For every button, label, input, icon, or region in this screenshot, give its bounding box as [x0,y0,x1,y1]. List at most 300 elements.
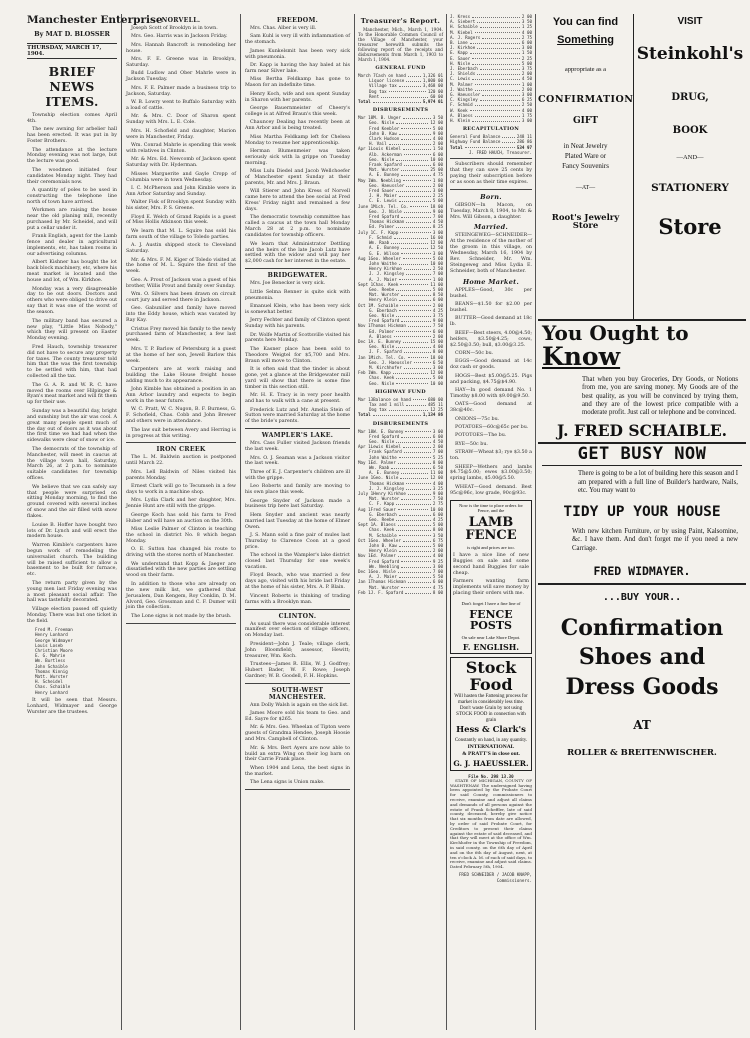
ledger-amount: 3 00 [432,229,443,235]
leader-dots [413,397,426,401]
ledger-cell: A. Siebert [450,19,476,25]
ledger-amount: 680 00 [427,396,443,402]
married-notice: STEINGEWEG—SCHNEIDER—At the residence of the mother of the groom in this village, on Wednesday, March 16, 1904 by Rev. Schneider, Mr. Wm. Steingeweg and Miss Lydia E. Schneider, both of Manchester. [450,233,532,274]
leader-dots [403,178,431,182]
leader-dots [404,365,431,369]
ledger-amount: 3 50 [432,115,443,121]
section-item: Carpenters are at work raising and building the Lake House freight house adding much to its appearance. [126,367,236,384]
ledger-amount: 8 00 [432,349,443,355]
ledger-cell: J. Kirkhoe [450,45,476,51]
leader-dots [401,585,431,589]
leader-dots [401,496,431,500]
general-disbursements [358,115,443,386]
column-rule [354,14,355,1030]
section-item: Mr. & Mrs. Ed. Newcomb of Jackson spent Saturday with Dr. Hyderman. [126,157,236,169]
ad-row-top [538,14,746,321]
market-item: BEANS—$1.50 for $2.00 per bushel. [450,302,532,313]
leader-dots [482,92,520,96]
election-entry: Henry Lonhard [35,632,68,638]
ledger-cell: Wm. Neebling [369,563,400,569]
news-item: Workmen are raising the house near the old planing mill, recently purchased by Mr. Scheidel, and will put a cellar under it. [27,208,117,231]
leader-dots [389,407,429,411]
leader-dots [398,569,431,573]
receipts-total: 5,974 01 [422,99,443,105]
section-item: Budd Ludlow and Ober Mahrle were in Jackson Tuesday. [126,71,236,83]
news-item: The democrats of the township of Manchester, will meet in caucus at the village town hall, Saturday, March 26, at 2 p.m. to nominate suitable candidates for township offices. [27,446,117,482]
column-recap-ads [450,14,532,1030]
ledger-cell: May 1 [358,177,371,183]
dress-goods: Dress Goods [565,673,719,700]
ledger-amount: 3 00 [432,563,443,569]
ledger-cell: Village tax [369,83,397,89]
ledger-amount: 1 25 [521,24,532,30]
gift-headline: GIFT [573,116,598,127]
section-item: Geo. Gabunilier and family have moved into the Eddy house, which was vacated by Ray Kay. [126,306,236,324]
leader-dots [401,214,431,218]
ledger-amount: 286 86 [516,139,532,145]
leader-dots [401,434,431,438]
market-item: OATS—Good demand at 38c@40c. [450,402,532,414]
leader-dots [472,14,520,18]
masthead-title: Manchester Enterprise [27,14,163,26]
column-rule [446,14,447,1030]
ledger-amount: 1 50 [521,50,532,56]
confirmation-gift-ad [538,14,634,319]
ledger-amount: 2 00 [432,141,443,147]
section-item: George Bauernmeister of Cheery's college is at Alfred Braun's this week. [245,105,350,117]
ledger-cell: Fred Spafard [369,214,400,220]
leader-dots [399,512,431,516]
ledger-cell: Geo. Nisle [369,439,395,444]
ledger-cell: C. F. Kapp [369,501,395,507]
leader-dots [391,465,431,469]
market-item: ONIONS—75c bu. [455,416,500,422]
ledger-amount: 5 00 [432,375,443,381]
news-item: Village election passed off quietly Monday. There was but one ticket in the field. [27,606,117,624]
ledger-cell [358,381,369,386]
section-item: When 1904 and Lena, the best signs in the market. [245,765,350,777]
confirmation-headline: CONFIRMATION [538,94,634,106]
section-item: Mr. & Mrs. C. Door of Sharon spent Sunday with Mrs. L. E. Cole. [126,114,236,126]
masthead [27,14,163,40]
tidy-up-house: TIDY UP YOUR HOUSE [563,503,721,520]
ledger-cell: Aug 1 [358,255,371,261]
leader-dots [400,282,428,286]
ledger-amount: 9 00 [432,208,443,214]
election-entry: George Widmayer [35,637,73,643]
leader-dots [480,97,520,101]
news-item: The return party given by the young men last Friday evening was a most pleasant social affair. The hall was tastefully decorated. [27,580,117,604]
widmayer-body: There is going to be a lot of building here this season and I am prepared with a full line of Builder's hardware, Nails, etc. You may want to [578,470,738,494]
leader-dots [399,193,431,197]
section-item: Mr. & Mrs. Geo. Wheelan of Tipton were guests of Grandma Hendee, Joseph Hoosie and Mrs. Campbell of Clinton. [245,725,350,743]
ledger-cell: A. E. Bunney [369,470,400,476]
news-item: The G. A. R. and W. R. C. have moved the rooms over Hilpinger & Ryan's meat market and will fit them up for their use. [27,382,117,406]
ledger-cell: Mat. Wurster [369,584,400,590]
ledger-amount: 6 00 [432,297,443,303]
section-item: Trustees—James R. Ellis, W. J. Godfrey; Hubert Bader, W. F. Rowe; Joseph Gardner; W. B. Goodell, F. H. Hopkins. [245,661,350,679]
ledger-amount: 12 00 [430,240,443,246]
leader-dots [477,19,520,23]
ledger-cell: C. Kingsley [450,97,478,103]
treasurer-intro: Manchester, Mich., March 1, 1904. To the Honorable Common Council of the Village of Manchester, your treasurer herewith submits the following report of the receipts and disbursements from March 1, 1903 to March 1, 1904. [358,27,443,62]
news-item: Frank English, agent for the Lamb fence and dealer in agricultural implements, etc, has taken rooms in our advertising columns. [27,234,117,258]
shoes-confirmation: Confirmation [560,615,724,642]
leader-dots [404,266,431,270]
leader-dots [396,287,431,291]
news-item: Albert Kishner has bought the lot back block machinery, etc, where his meat market is located and the house and lot, of Wm. Kirkhoe. [27,260,117,284]
ledger-cell: Mat. Wurster [369,167,400,173]
ledger-cell: Apr 1 [358,444,371,450]
ledger-cell: Frank Spafard [369,449,402,455]
ledger-cell: M. Palmer [450,81,473,87]
ledger-amount: 6 00 [521,40,532,46]
section-heading: BRIDGEWATER. [267,272,328,280]
ledger-cell: J. Shields [450,71,476,77]
probate-file-no: File No. 298 13.30 [468,773,514,779]
section-divider [245,428,350,429]
highway-total-row: Total 1,134 86 [358,412,443,418]
market-item: RYE—50c bu. [455,441,488,447]
ledger-amount: 6 00 [432,151,443,157]
section-item: John Kimble has obtained a position in an Ann Arbor laundry and expects to begin work in the near future. [126,387,236,405]
ledger-cell: Balance on hand [373,396,411,402]
leader-dots [475,30,520,34]
ledger-amount: 1 80 [432,177,443,183]
ledger-cell: May 1 [358,459,371,465]
news-item: Louise B. Hoffer have bought two lots of Dr. Lynch and will erect the modern house. [27,522,117,540]
get-busy-now: GET BUSY NOW [577,443,707,464]
ledger-cell: E. Sauer [450,55,471,61]
ledger-cell: John Waithe [369,260,397,266]
ledger-cell: Dec 1 [358,569,371,575]
ledger-cell: Liquor license [369,78,405,84]
leader-dots [403,256,431,260]
leader-dots [399,308,431,312]
section-item: Mrs. Joe Benecker is very sick. [250,281,326,287]
section-item: The law suit between Avery and Herring is in progress at this writing. [126,427,236,439]
leader-dots [394,334,431,338]
leader-dots [477,71,520,75]
section-item: Little Selma Renner is quite sick with pneumonia. [245,289,350,301]
ledger-amount: 5 00 [432,522,443,528]
ledger-cell: Nov 1 [358,323,371,329]
leader-dots [475,87,520,91]
leader-dots [398,507,429,511]
and-label: —AND— [676,154,704,162]
ledger-cell: J. J. Kingsley [369,271,405,277]
news-item: Township election comes April 4th. [27,113,117,124]
ledger-cell: Sept 1 [358,522,374,528]
market-heading: Home Market. [462,277,520,286]
ledger-row [450,118,532,123]
ledger-amount: 4 00 [521,107,532,113]
fence-ad-brand: LAMB FENCE [465,514,517,544]
section-item: Walter Fisk of Brooklyn spent Sunday with his sister, Mrs. P. S. Greene. [126,200,236,212]
ledger-amount: 7 00 [432,214,443,220]
shoes-ad [538,585,746,762]
ledger-amount: 3,468 00 [422,83,443,89]
drug-label: DRUG, [671,92,709,104]
stock-line-2: STOCK FOOD in connection with grain [456,711,526,723]
ledger-cell: M. B. Unger [373,115,401,121]
ledger-cell: A. E. Bunney [370,338,401,344]
ledger-cell: Jan 1 [358,579,371,585]
ledger-cell: A. J. Maier [369,276,397,282]
ledger-cell: Wm. Raab [369,240,390,246]
stock-food-heading: Stock Food [465,658,517,694]
stock-brand-2: INTERNATIONAL [467,743,515,750]
section-heading: FREEDOM. [276,17,319,24]
ledger-amount: 6 00 [432,579,443,585]
leader-dots [396,188,431,192]
book-label: BOOK [672,124,708,136]
ledger-amount: 12 25 [430,407,443,413]
leader-dots [403,538,431,542]
ledger-amount: 2 50 [521,102,532,108]
ledger-amount: 3 50 [521,19,532,25]
ledger-cell: Henry Kirkhoe [373,491,406,497]
ledger-cell: Oct 1 [358,537,371,543]
section-item: Misses Marguerite and Gayle Cropp of Columbia were in town Wednesday. [126,171,236,183]
market-item: BUTTER—Good demand at 18c lb. [450,316,532,328]
dealer-name: F. ENGLISH. [462,641,520,652]
election-entry: Wm. Burtless [35,658,66,664]
election-entry: Henry Lonhard [35,689,68,695]
column-rule [240,14,241,1030]
ledger-amount: 5 60 [432,255,443,261]
section-item: Cristus Frey moved his family to the newly purchased farm of Manchester, a few last week. [126,326,236,344]
leader-dots [408,73,421,77]
section-item: A. J. Austin shipped stock to Cleveland Saturday. [126,243,236,255]
ledger-amount: 5 00 [432,125,443,131]
section-item: Mrs. Lydia Clark and her daughter, Mrs. Jennie Hunt are still with the grippe. [126,498,236,510]
ledger-cell: F. Schmid [369,234,392,240]
ad-line-1: You can find [552,16,619,28]
ledger-cell: Henry Klein [369,548,397,554]
ledger-cell: June 1 [358,203,374,209]
leader-dots [389,89,426,93]
ledger-amount: 3 50 [432,532,443,538]
ledger-row [358,381,443,386]
column-rule [535,14,536,1030]
steinkohl-name: Steinkohl's [636,43,744,64]
ledger-cell: Geo. Reebe [369,286,395,292]
ledger-amount: 6 00 [432,328,443,334]
ledger-amount: 5 00 [432,198,443,204]
ledger-amount: 9 00 [432,130,443,136]
ledger-cell: Feb 1 [358,370,371,376]
leader-dots [404,152,431,156]
section-item: Mrs. Lell Baldwin of Niles visited his parents Monday. [126,469,236,481]
section-divider [245,268,350,269]
section-item: Joseph Scott of Brooklyn is in town. [131,26,218,31]
news-item: The woodmen initiated four candidates Monday night. They had their ceremonials now. [27,167,117,185]
leader-dots [401,318,431,322]
leader-dots [406,219,431,223]
ledger-cell: Dog tax [369,407,387,413]
ledger-amount: 60 00 [430,93,443,99]
ledger-cell: A. E. Bunney [369,172,400,178]
election-entry: H. Scheidel [35,679,63,685]
ledger-amount: 12 00 [430,370,443,376]
section-heading: SOUTH-WEST MANCHESTER. [268,686,327,701]
section-item: Frederick Lutz and Mr. Amelia Stein of Sutton were married Saturday at the home of the bride's parents. [245,407,350,425]
ledger-amount: 2 25 [432,193,443,199]
election-entry: John Schaible [35,663,68,669]
steinkohl-ad [634,14,746,319]
highway-receipts [358,397,443,413]
column-norvell-ironcreek [126,14,236,1030]
ledger-amount: 485 11 [427,401,443,407]
section-item: Mrs. O. J. Seaman was a Jackson visitor the last week. [245,455,350,467]
section-item: W. B. Lowry went to Buffalo Saturday with a load of cattle. [126,100,236,111]
ledger-cell: Fred Keebler [369,125,400,131]
ledger-amount: 4 50 [432,219,443,225]
ledger-amount: 18 00 [430,203,443,209]
ledger-amount: 3 00 [521,118,532,124]
ledger-cell: Apr 1 [358,146,371,152]
leader-dots [399,297,431,301]
section-divider [245,683,350,684]
ledger-amount: 2 75 [521,34,532,40]
ledger-cell: Henry Kirkhoe [369,266,402,272]
section-heading: NORVELL. [161,17,201,24]
highway-disbursements [358,429,443,596]
leader-dots [400,475,428,479]
ledger-cell: G. Eberbach [369,511,397,517]
ledger-amount: 5 00 [432,286,443,292]
ledger-amount: 7 00 [432,569,443,575]
visit-label: VISIT [677,16,703,27]
posts-text: Don't forget I have a fine line of [461,600,521,606]
leader-dots [401,126,431,130]
ledger-amount: 4 50 [432,439,443,444]
section-item: The Kasner place has been sold to Theodore Weigtel for $5,700 and Mrs. Braun will move to Clinton. [245,346,350,364]
section-item: J. S. Mann sold a fine pair of mules last Thursday to Clarence Coon at a good price. [245,533,350,550]
ledger-cell: C. F. Kapp [373,229,399,235]
leader-dots [405,429,431,433]
section-item: Ernest Clark will go to Tecumseh in a few days to work in a machine shop. [126,484,236,495]
ledger-amount: 3 00 [432,364,443,370]
section-item: Mrs. H. Schofield and daughter, Marion were in Manchester, Friday. [126,128,236,140]
market-item: APPLES—Good, 30c per bushel. [450,287,532,299]
market-item: CORN—50c bu. [455,350,494,356]
ledger-amount: 2 75 [432,501,443,507]
leader-dots [401,470,428,474]
section-divider [245,789,350,790]
market-item: SHEEP—Wethers and lambs $4.75@5.00; ewes $3.00@3.50; spring lambs, $5.00@5.50. [450,464,532,482]
market-report [450,288,532,497]
ledger-cell: Geo. J. Haeussler [369,359,412,365]
fence-ad-top: Now is the time to place orders for Fence, and the [459,502,523,514]
leader-dots [482,35,520,39]
leader-dots [406,481,431,485]
ledger-amount: 7 50 [432,496,443,502]
ledger-cell: Feb 1 [358,589,371,595]
leader-dots [393,370,429,374]
ledger-cell: Dog tax [369,88,387,94]
ledger-cell: W. E. Bunney [373,428,404,434]
ledger-cell: Thomas Hickman [369,480,405,486]
news-item: The new awning for arbelier hall has been erected. It was put in by Foster Brothers. [27,127,117,145]
ledger-cell: G. Haeussler [450,92,481,98]
ledger-cell: John B. Kaw [369,543,397,549]
ledger-cell: M. Kirchhofer [369,364,402,370]
column-correspondence [245,14,350,1030]
ledger-amount: 2 25 [521,55,532,61]
posts-sub: On sale near Lake Shore Depot. [461,634,521,640]
ledger-cell: Mar 13 [358,396,374,402]
ledger-cell: Fred Spafard [369,433,400,439]
leader-dots [403,115,431,119]
section-item: The Lone signs is not made by the brush. [131,613,232,619]
leader-dots [401,245,428,249]
leader-dots [414,360,431,364]
ledger-amount: 3 00 [432,250,443,256]
ledger-amount: 11 00 [430,281,443,287]
market-item: WHEAT—Good demand. Best 95c@96c, low grade, 90c@93c. [450,484,532,496]
ledger-cell: June 1 [358,475,374,481]
leader-dots [408,323,431,327]
section-item: President—John J. Teale; village clerk, John Bloomfield; assessor, Hewitt; treasurer, Wm. Koch. [245,641,350,659]
leader-dots [399,277,431,281]
ledger-cell: Aug 1 [358,506,371,512]
section-item: Vincent Roberts is thinking of trading farms with a Brooklyn man. [245,593,350,605]
ledger-cell: Wm. Neebling [370,177,401,183]
leader-dots [398,460,431,464]
ledger-amount: 4 50 [521,76,532,82]
news-footer: It will be seen that Messrs. Lonhard, Widmayer and George Wurster are the trustees. [27,697,117,715]
posts-brand: FENCE POSTS [469,607,513,633]
widmayer-body-2: With new kitchen Furniture, or by using Paint, Kalsomine, &c. I have them. And don't forget me if you need a new Carriage. [572,528,738,552]
section-item: Dr. Kapp is having the hay baled at his farm near Silver lake. [245,63,350,74]
leader-dots [396,157,428,161]
leader-dots [396,527,431,531]
section-item: Miss Lulu Diedel and Jacob Wellchoefer of Manchester spent Sunday at their parents, Mr. and Mrs. J. Braun. [245,169,350,186]
ledger-amount: 10 00 [430,380,443,386]
section-item: George Koch has sold his farm to Fred Huber and will have an auction on the 30th. [126,512,236,524]
ledger-cell: Thomas Hickman [369,219,405,225]
election-list [35,627,117,695]
leader-dots [401,559,431,563]
leader-dots [399,455,431,459]
ledger-amount: 2 50 [432,266,443,272]
leader-dots [405,590,431,594]
leader-dots [399,261,429,265]
election-entry: Fred M. Freeman [35,627,73,633]
section-item: James Moore sold his team to Geo. and Ed. Sayre for $265. [245,711,350,722]
ledger-amount: 12 50 [430,245,443,251]
ledger-amount: 2 00 [432,548,443,554]
ledger-amount: 7 50 [432,323,443,329]
ledger-amount: 4 00 [432,480,443,486]
ledger-amount: 8 50 [432,292,443,298]
ledger-amount: 9 00 [432,491,443,497]
section-item: Emanuel Klein, who has been very sick is somewhat better. [245,303,350,315]
leader-dots [396,120,428,124]
ledger-amount: 2 00 [521,71,532,77]
highway-total: 1,134 86 [422,412,443,418]
ledger-cell: Oct 1 [358,302,371,308]
ledger-cell: Geo. Nisle [370,569,396,575]
ledger-cell: Geo. Nisle [369,156,395,162]
ledger-amount: 5 50 [432,574,443,580]
leader-dots [470,108,520,112]
ledger-amount: 8 00 [432,459,443,465]
ledger-cell: Fred Spafard [369,558,400,564]
section-heading: IRON CREEK [156,446,206,454]
